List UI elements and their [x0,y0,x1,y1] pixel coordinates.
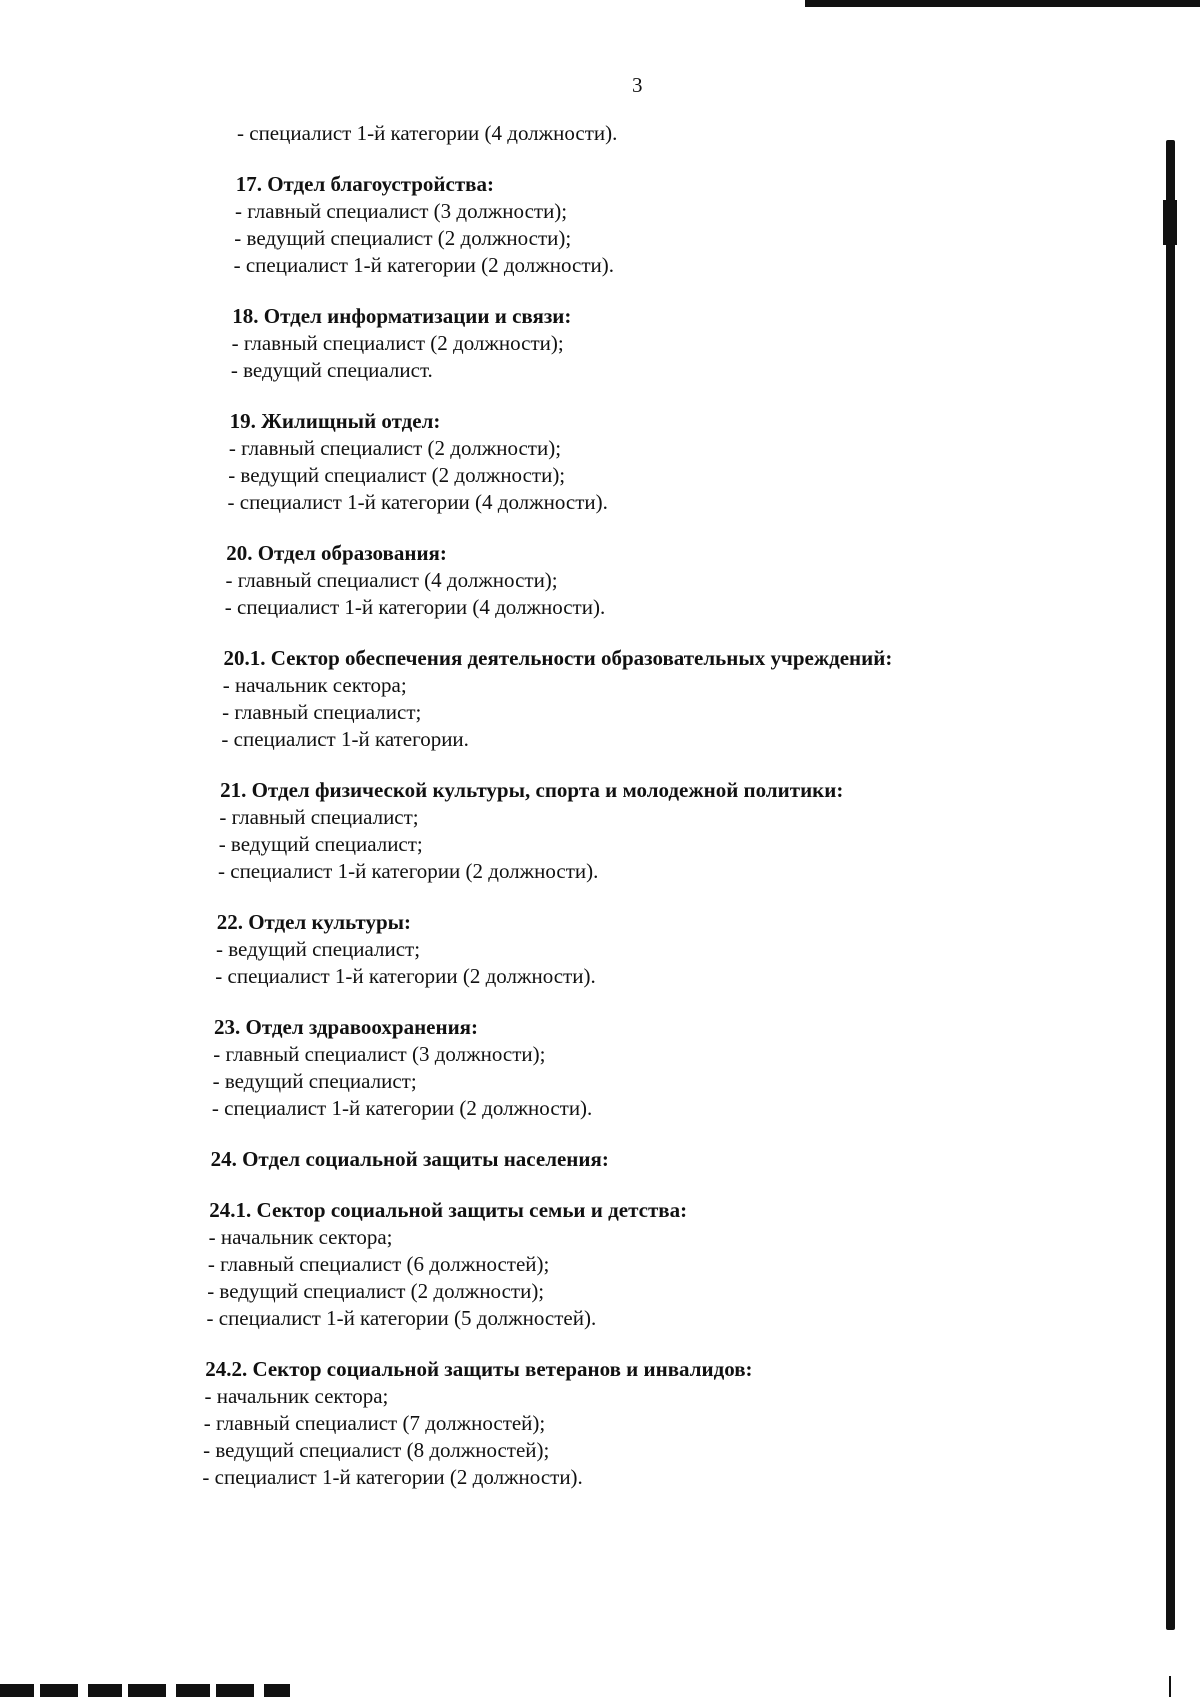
list-item: - начальник сектора; [208,1225,393,1249]
list-item: - ведущий специалист (2 должности); [234,226,572,250]
list-item: - специалист 1-й категории (2 должности). [218,859,599,883]
section-heading: 21. Отдел физической культуры, спорта и молодежной политики: [220,778,844,802]
list-item: - главный специалист; [219,805,419,829]
list-item: - главный специалист (7 должностей); [203,1411,546,1435]
section-heading: 19. Жилищный отдел: [229,409,441,433]
list-item: - ведущий специалист (8 должностей); [203,1438,550,1462]
list-item: - главный специалист (3 должности); [235,199,568,223]
section-heading: 24.1. Сектор социальной защиты семьи и детства: [209,1198,688,1222]
document-body [0,120,1160,1491]
section-heading: 24. Отдел социальной защиты населения: [210,1147,609,1171]
scan-edge-top [805,0,1200,7]
list-item: - главный специалист (4 должности); [225,568,558,592]
section-heading: 18. Отдел информатизации и связи: [232,304,572,328]
section-heading: 17. Отдел благоустройства: [235,172,495,196]
list-item: - ведущий специалист; [218,832,423,856]
list-item: - специалист 1-й категории (4 должности). [227,490,608,514]
section-heading: 20.1. Сектор обеспечения деятельности образовательных учреждений: [223,646,893,670]
list-item: - ведущий специалист (2 должности); [207,1279,545,1303]
list-item: - ведущий специалист; [212,1069,417,1093]
list-item: - главный специалист (2 должности); [231,331,564,355]
page-number: 3 [632,73,643,97]
section-heading: 24.2. Сектор социальной защиты ветеранов и инвалидов: [205,1357,753,1381]
list-item: - специалист 1-й категории (2 должности). [233,253,615,277]
section-heading: 20. Отдел образования: [226,541,447,565]
scan-edge-bottom [0,1684,290,1697]
scan-edge-bottom-tick [1169,1676,1171,1697]
list-item: - специалист 1-й категории. [221,727,469,751]
list-item: - специалист 1-й категории (4 должности). [224,595,606,619]
section-heading: 23. Отдел здравоохранения: [214,1015,479,1039]
list-item: - специалист 1-й категории (5 должностей). [206,1306,597,1330]
section-heading: 22. Отдел культуры: [216,910,412,934]
list-item: - ведущий специалист. [230,358,433,382]
list-item: - специалист 1-й категории (2 должности). [202,1465,583,1489]
list-item: - специалист 1-й категории (2 должности). [215,964,596,988]
list-item: - главный специалист (6 должностей); [207,1252,550,1276]
list-item: - главный специалист (2 должности); [228,436,562,460]
list-item: - специалист 1-й категории (2 должности). [211,1096,593,1120]
list-item: - главный специалист (3 должности); [213,1042,546,1066]
list-item: - начальник сектора; [204,1384,389,1408]
list-item: - главный специалист; [222,700,422,724]
list-item: - ведущий специалист; [216,937,421,961]
list-item: - ведущий специалист (2 должности); [228,463,566,487]
list-item: - начальник сектора; [222,673,407,697]
lead-line: - специалист 1-й категории (4 должности). [237,121,618,145]
